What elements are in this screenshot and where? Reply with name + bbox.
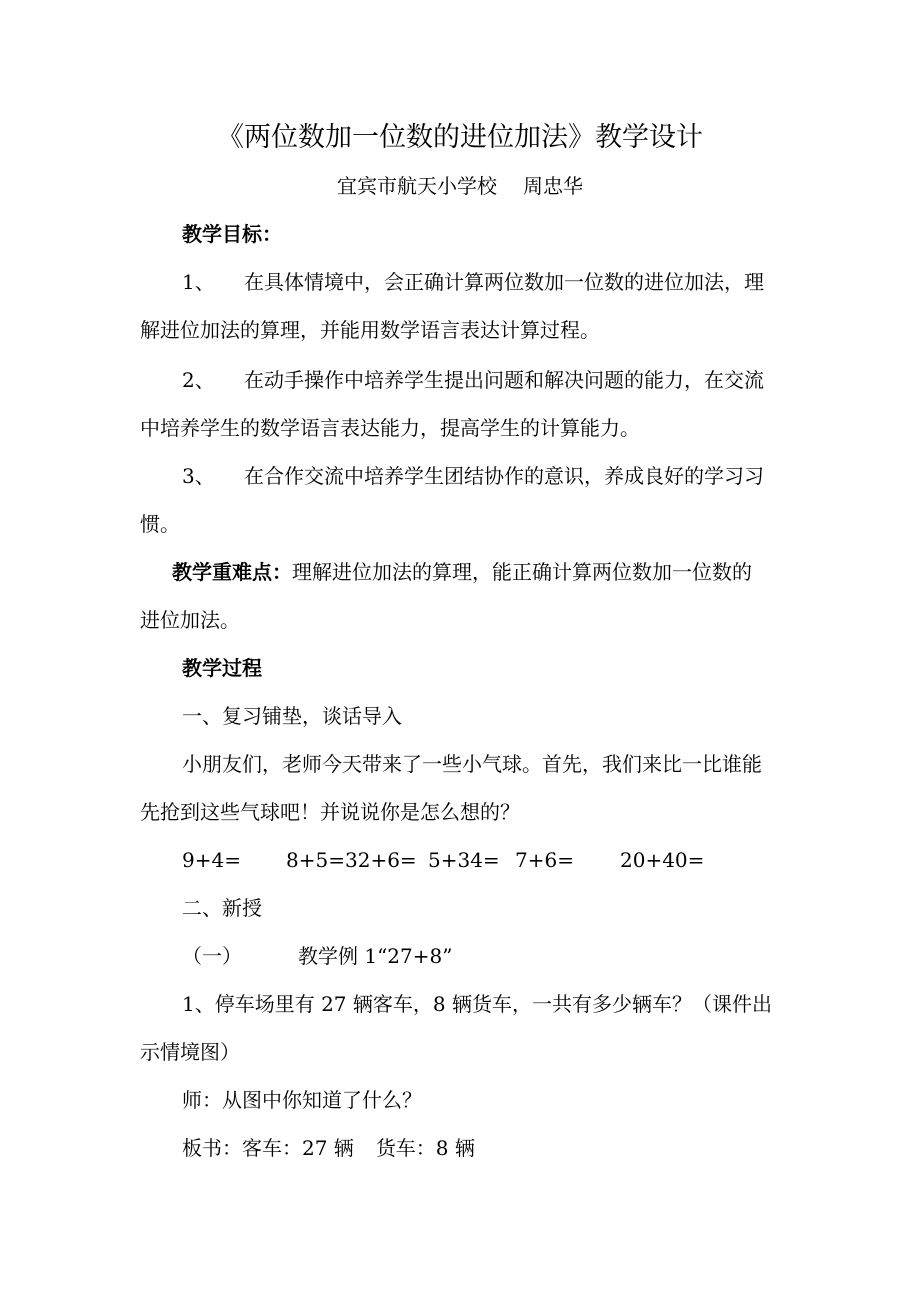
objective-2-continuation: 中培养学生的数学语言表达能力，提高学生的计算能力。 xyxy=(140,416,640,440)
key-points xyxy=(172,560,752,584)
teacher-question: 师：从图中你知道了什么？ xyxy=(182,1088,422,1112)
objective-1 xyxy=(182,270,764,294)
objective-3-number: 3、 xyxy=(182,464,215,488)
equation-item: 7+6= xyxy=(515,848,574,872)
objective-1-continuation: 解进位加法的算理，并能用数学语言表达计算过程。 xyxy=(140,318,600,342)
key-points-line1: 理解进位加法的算理，能正确计算两位数加一位数的 xyxy=(292,560,752,584)
board-notes xyxy=(182,1136,475,1160)
key-points-continuation: 进位加法。 xyxy=(140,608,240,632)
author-line xyxy=(0,174,920,198)
objectives-heading: 教学目标： xyxy=(182,222,282,246)
equation-item: 32+6= xyxy=(345,848,417,872)
equation-item: 20+40= xyxy=(620,848,705,872)
objective-3-line1: 在合作交流中培养学生团结协作的意识，养成良好的学习习 xyxy=(244,464,764,488)
objective-1-number: 1、 xyxy=(182,270,215,294)
objective-2 xyxy=(182,368,764,392)
subsection-label: （一） xyxy=(182,944,242,968)
board-label: 板书： xyxy=(182,1136,242,1160)
board-truck: 货车：8 辆 xyxy=(375,1136,475,1160)
section-1-title: 一、复习铺垫，谈话导入 xyxy=(182,704,402,728)
key-points-label: 教学重难点： xyxy=(172,560,292,584)
subsection-1 xyxy=(182,944,452,968)
objective-2-number: 2、 xyxy=(182,368,215,392)
problem-text-continuation: 示情境图） xyxy=(140,1040,240,1064)
equation-item: 8+5= xyxy=(286,848,345,872)
section-1-paragraph: 小朋友们，老师今天带来了一些小气球。首先，我们来比一比谁能 xyxy=(182,752,762,776)
equation-item: 5+34= xyxy=(428,848,500,872)
author-name: 周忠华 xyxy=(523,174,583,198)
objective-3 xyxy=(182,464,764,488)
objective-3-continuation: 惯。 xyxy=(140,512,180,536)
objective-1-line1: 在具体情境中，会正确计算两位数加一位数的进位加法，理 xyxy=(244,270,764,294)
board-bus: 客车：27 辆 xyxy=(242,1136,354,1160)
document-title: 《两位数加一位数的进位加法》教学设计 xyxy=(217,122,703,153)
author-school: 宜宾市航天小学校 xyxy=(337,174,497,198)
process-heading: 教学过程 xyxy=(182,656,262,680)
problem-text: 1、停车场里有 27 辆客车，8 辆货车，一共有多少辆车？（课件出 xyxy=(182,992,772,1016)
objective-2-line1: 在动手操作中培养学生提出问题和解决问题的能力，在交流 xyxy=(244,368,764,392)
section-2-title: 二、新授 xyxy=(182,896,262,920)
subsection-title: 教学例 1“27+8” xyxy=(298,944,453,968)
equation-item: 9+4= xyxy=(182,848,241,872)
section-1-paragraph-continuation: 先抢到这些气球吧！并说说你是怎么想的？ xyxy=(140,800,520,824)
